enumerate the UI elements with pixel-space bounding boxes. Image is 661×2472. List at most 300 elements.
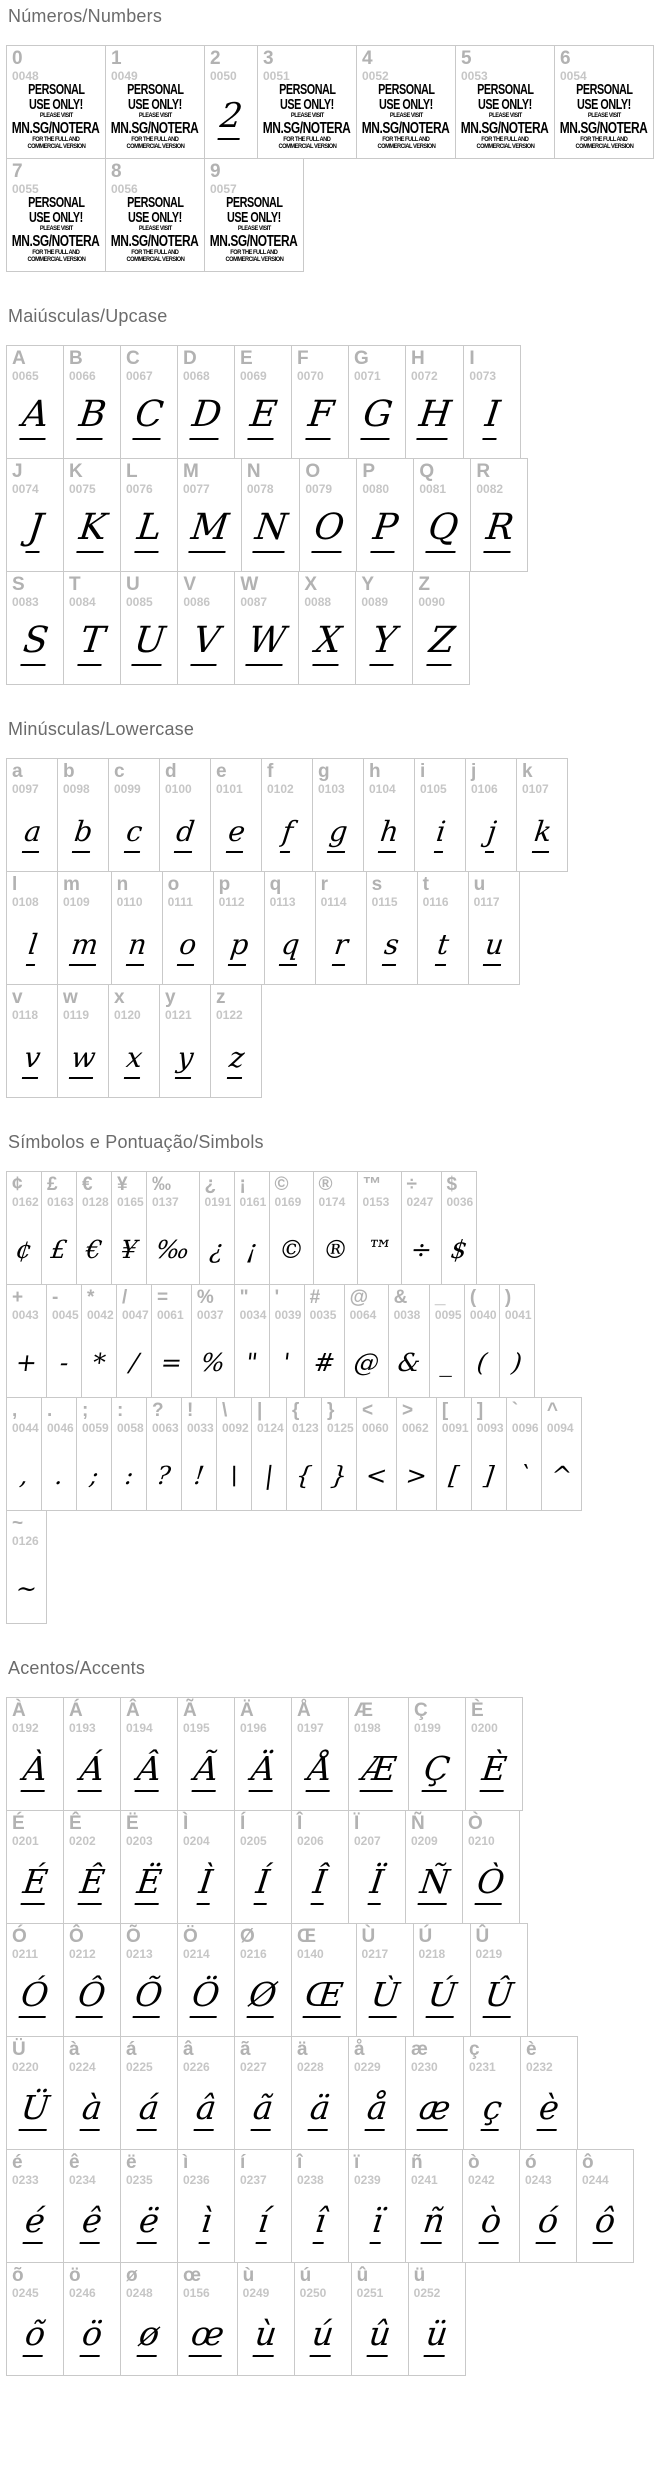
character-code: 0034 [239,1307,267,1322]
character-label: ‰ [152,1174,171,1195]
character-code: 0191 [204,1194,232,1209]
personal-use-notice [259,79,354,154]
cell-labels [389,1285,429,1322]
character-code: 0252 [413,2285,441,2300]
font-character-map [6,6,661,2376]
glyph-preview: e [226,818,247,853]
glyph-preview: À [21,1752,50,1792]
glyph-preview: ö [80,2317,105,2357]
personal-use-line: USE ONLY! [280,94,334,113]
character-label: Ó [12,1926,27,1947]
character-code: 0050 [210,68,237,83]
glyph-cell-0196 [234,1697,292,1811]
character-code: 0075 [69,481,96,496]
glyph-cell-0246 [63,2262,121,2376]
character-label: Ã [183,1700,197,1721]
character-code: 0231 [469,2059,496,2074]
character-label: Õ [126,1926,141,1947]
glyph-cell-0230 [405,2036,464,2150]
glyph-preview: O [311,510,346,553]
cell-labels [270,1285,304,1322]
section-accents [6,1658,661,2376]
personal-use-line: MN.SG/NOTERA [560,118,648,137]
glyph-cell-0061 [151,1284,192,1398]
glyph-area [178,1961,234,2036]
character-label: P [362,461,376,482]
glyph-preview: ] [482,1461,496,1490]
character-code: 0104 [369,781,396,796]
character-label: È [471,1700,484,1721]
glyph-preview: l [25,931,38,966]
glyph-preview: > [404,1461,429,1490]
character-code: 0059 [82,1420,109,1435]
character-code: 0232 [526,2059,553,2074]
glyph-area [270,1209,313,1284]
cell-labels [7,759,57,796]
cell-labels [469,872,519,909]
personal-use-line: COMMERCIAL VERSION [476,143,534,150]
character-code: 0033 [187,1420,214,1435]
glyph-preview: D [189,397,223,440]
cell-labels [109,759,159,796]
character-code: 0161 [239,1194,267,1209]
character-code: 0199 [414,1720,441,1735]
character-label: U [126,574,140,595]
glyph-area [147,1435,181,1510]
character-label: C [126,348,140,369]
character-code: 0230 [411,2059,438,2074]
character-label: ù [242,2265,255,2286]
cell-labels [235,1698,291,1735]
glyph-cell-0045 [46,1284,82,1398]
character-code: 0111 [167,894,193,909]
character-label: à [69,2039,80,2060]
glyph-area [406,383,463,458]
glyph-cell-0117 [468,871,520,985]
character-label: } [327,1400,335,1421]
glyph-preview: à [80,2091,105,2131]
glyph-cell-0213 [120,1923,178,2037]
cell-labels [64,459,120,496]
character-code: 0116 [422,894,449,909]
glyph-area [442,1209,476,1284]
glyph-cell-0212 [63,1923,121,2037]
glyph-preview: ™ [364,1235,394,1264]
glyph-cell-0039 [269,1284,305,1398]
cell-labels [305,1285,344,1322]
character-label: $ [446,1174,458,1195]
cell-labels [7,872,57,909]
glyph-area [299,609,355,684]
cell-labels [64,2263,120,2300]
glyph-area [415,796,465,871]
glyph-preview: Ü [19,2091,52,2131]
character-label: [ [441,1400,449,1421]
character-label: s [371,874,383,895]
character-label: & [393,1287,408,1308]
glyph-area [121,1961,177,2036]
character-code: 0245 [12,2285,39,2300]
glyph-row [6,1697,661,1811]
character-code: 0035 [309,1307,337,1322]
glyph-area [178,1848,234,1923]
glyph-row [6,158,661,272]
glyph-preview: s [382,931,401,966]
character-code: 0063 [152,1420,179,1435]
cell-labels [58,872,111,909]
glyph-preview: Å [306,1752,335,1792]
glyph-area [464,383,520,458]
glyph-cell-0068 [177,345,235,459]
cell-labels [357,459,413,496]
glyph-cell-0076 [120,458,178,572]
glyph-area [214,909,264,984]
character-code: 0239 [354,2172,381,2187]
glyph-preview: è [537,2091,561,2131]
glyph-preview: Â [135,1752,164,1792]
character-label: ò [468,2152,480,2173]
glyph-area [211,1022,261,1097]
cell-labels [406,346,463,383]
glyph-preview: C [133,397,166,440]
glyph-preview: A [19,397,50,440]
glyph-area [7,1848,63,1923]
character-code: 0246 [69,2285,96,2300]
personal-use-line: PLEASE VISIT [138,225,172,232]
glyph-cell-0082 [470,458,528,572]
character-label: o [167,874,180,895]
character-label: g [318,761,330,782]
personal-use-line: PLEASE VISIT [39,225,73,232]
glyph-cell-0237 [234,2149,292,2263]
cell-labels [64,346,120,383]
character-code: 0203 [126,1833,153,1848]
glyph-cell-0140 [291,1923,357,2037]
character-label: 3 [263,48,274,69]
cell-labels [7,459,63,496]
cell-labels [200,1172,234,1209]
glyph-cell-0054 [554,45,654,159]
character-label: Ø [240,1926,255,1947]
glyph-cell-0252 [408,2262,466,2376]
character-label: 5 [461,48,472,69]
cell-labels [152,1285,191,1322]
character-code: 0062 [401,1420,429,1435]
cell-labels [471,1924,527,1961]
character-label: © [274,1174,289,1195]
glyph-area [287,1435,321,1510]
cell-labels [121,1924,177,1961]
glyph-area [316,909,366,984]
cell-labels [357,1398,396,1435]
character-label: ® [318,1174,333,1195]
personal-use-line: FOR THE FULL AND [283,136,331,143]
glyph-preview: & [395,1348,422,1377]
glyph-preview: * [90,1348,107,1377]
glyph-area [357,79,455,172]
section-title-symbols: Símbolos e Pontuação/Simbols [8,1132,264,1152]
cell-labels [507,1398,541,1435]
personal-use-notice [358,79,453,154]
glyph-preview: g [327,818,349,853]
character-code: 0079 [305,481,333,496]
glyph-preview: ) [510,1348,524,1377]
cell-labels [7,1811,63,1848]
cell-labels [349,2150,405,2187]
character-code: 0099 [114,781,141,796]
personal-use-line: MN.SG/NOTERA [12,118,100,137]
character-label: : [117,1400,124,1421]
glyph-preview: | [263,1461,275,1490]
glyph-row [6,1923,661,2037]
character-label: N [246,461,261,482]
glyph-area [235,1735,291,1810]
glyph-area [64,496,120,571]
character-code: 0039 [274,1307,302,1322]
glyph-preview: ' [281,1348,292,1377]
character-label: 6 [560,48,571,69]
glyph-cell-0063 [146,1397,182,1511]
character-code: 0077 [183,481,210,496]
character-code: 0055 [12,181,39,196]
glyph-cell-0162 [6,1171,42,1285]
cell-labels [521,2037,577,2074]
personal-use-line: FOR THE FULL AND [32,136,80,143]
glyph-preview: ä [308,2091,333,2131]
glyph-preview: $ [448,1235,469,1264]
character-label: z [216,987,226,1008]
personal-use-line: PERSONAL [377,79,435,98]
glyph-cell-0088 [298,571,356,685]
character-label: ã [240,2039,251,2060]
character-label: À [12,1700,26,1721]
cell-labels [7,2263,63,2300]
glyph-preview: ù [253,2317,279,2357]
glyph-cell-0207 [348,1810,406,1924]
cell-labels [235,346,291,383]
glyph-preview: : [123,1461,135,1490]
character-code: 0113 [269,894,296,909]
character-code: 0087 [240,594,268,609]
glyph-preview: å [365,2091,390,2131]
glyph-area [7,192,105,285]
glyph-cell-0220 [6,2036,64,2150]
glyph-area [466,796,516,871]
cell-labels [7,46,105,83]
glyph-cell-0033 [181,1397,217,1511]
cell-labels [64,1698,120,1735]
glyph-cell-0239 [348,2149,406,2263]
glyph-preview: f [280,818,295,853]
glyph-preview: / [127,1348,140,1377]
character-code: 0206 [297,1833,324,1848]
glyph-area [117,1322,151,1397]
glyph-area [292,2187,348,2262]
cell-labels [349,1698,408,1735]
cell-labels [577,2150,633,2187]
glyph-area [182,1435,216,1510]
glyph-preview: ú [310,2317,336,2357]
character-label: M [183,461,199,482]
cell-labels [235,1285,269,1322]
glyph-preview: Õ [133,1978,165,2018]
glyph-area [349,1848,405,1923]
cell-labels [121,459,177,496]
glyph-cell-0104 [363,758,415,872]
cell-labels [178,2037,234,2074]
glyph-cell-0114 [315,871,367,985]
glyph-preview: ; [88,1461,100,1490]
glyph-preview: é [23,2204,47,2244]
personal-use-line: USE ONLY! [577,94,631,113]
character-label: ~ [12,1513,24,1534]
glyph-area [577,2187,633,2262]
personal-use-line: USE ONLY! [227,207,281,226]
cell-labels [235,2037,291,2074]
character-code: 0233 [12,2172,39,2187]
glyph-area [178,383,234,458]
character-label: F [297,348,309,369]
glyph-area [121,609,177,684]
glyph-area [463,1848,519,1923]
cell-labels [205,46,257,83]
glyph-cell-0066 [63,345,121,459]
glyph-area [252,1435,286,1510]
glyph-cell-0070 [291,345,349,459]
glyph-cell-0040 [464,1284,500,1398]
glyph-area [64,383,120,458]
glyph-area [292,1961,356,2036]
glyph-row [6,871,661,985]
glyph-area [64,1735,120,1810]
glyph-preview: Ä [249,1752,278,1792]
cell-labels [349,1811,405,1848]
character-code: 0218 [418,1946,446,1961]
character-code: 0048 [12,68,39,83]
character-code: 0070 [297,368,324,383]
glyph-area [322,1435,356,1510]
cell-labels [64,2037,120,2074]
character-label: å [354,2039,365,2060]
glyph-area [7,1548,46,1623]
glyph-cell-0049 [105,45,205,159]
cell-labels [464,346,520,383]
cell-labels [7,572,63,609]
personal-use-line: MN.SG/NOTERA [111,231,199,250]
cell-labels [7,1172,41,1209]
glyph-preview: v [22,1044,42,1079]
character-label: 7 [12,161,23,182]
character-label: ü [413,2265,426,2286]
glyph-cell-0060 [356,1397,397,1511]
glyph-cell-0229 [348,2036,406,2150]
glyph-preview: Ì [197,1865,215,1905]
glyph-preview: î [312,2204,327,2244]
glyph-cell-0102 [261,758,313,872]
glyph-preview: Û [482,1978,515,2018]
glyph-area [313,796,363,871]
character-code: 0162 [12,1194,39,1209]
personal-use-line: COMMERCIAL VERSION [27,143,85,150]
personal-use-line: COMMERCIAL VERSION [126,143,184,150]
glyph-cell-0125 [321,1397,357,1511]
cell-labels [292,1924,356,1961]
glyph-cell-0161 [234,1171,270,1285]
glyph-cell-0244 [576,2149,634,2263]
personal-use-line: FOR THE FULL AND [131,249,179,256]
character-label: Â [126,1700,140,1721]
character-code: 0067 [126,368,153,383]
glyph-cell-0118 [6,984,58,1098]
glyph-area [160,796,210,871]
glyph-cell-0095 [429,1284,465,1398]
cell-labels [109,985,159,1022]
cell-labels [265,872,315,909]
character-code: 0041 [504,1307,532,1322]
character-label: Ô [69,1926,84,1947]
glyph-area [364,796,414,871]
glyph-area [414,1961,470,2036]
character-code: 0251 [356,2285,384,2300]
glyph-cell-0096 [506,1397,542,1511]
glyph-preview: U [131,623,167,666]
character-code: 0057 [210,181,237,196]
cell-labels [217,1398,251,1435]
glyph-area [292,383,348,458]
glyph-preview: [ [447,1461,461,1490]
cell-labels [121,572,177,609]
character-code: 0117 [473,894,500,909]
glyph-area [58,796,108,871]
glyph-preview: Ø [247,1978,279,2018]
glyph-cell-0058 [111,1397,147,1511]
character-label: j [471,761,477,782]
glyph-preview: Î [311,1865,329,1905]
character-label: . [47,1400,53,1421]
glyph-cell-0062 [396,1397,437,1511]
character-code: 0047 [121,1307,149,1322]
character-label: , [12,1400,18,1421]
glyph-preview: ê [80,2204,104,2244]
cell-labels [163,872,213,909]
cell-labels [106,159,204,196]
cell-labels [520,2150,576,2187]
glyph-preview: ¡ [244,1235,259,1264]
glyph-cell-0038 [388,1284,430,1398]
character-label: n [116,874,129,895]
personal-use-line: COMMERCIAL VERSION [278,143,336,150]
glyph-cell-0105 [414,758,466,872]
glyph-area [352,2300,408,2375]
glyph-preview: ô [593,2204,618,2244]
glyph-cell-0080 [356,458,414,572]
character-label: 8 [111,161,122,182]
glyph-cell-0218 [413,1923,471,2037]
glyph-cell-0077 [177,458,242,572]
cell-labels [397,1398,436,1435]
glyph-area [77,1209,111,1284]
character-label: { [292,1400,300,1421]
personal-use-notice [457,79,552,154]
character-code: 0107 [522,781,549,796]
glyph-cell-0165 [111,1171,147,1285]
cell-labels [406,1811,462,1848]
glyph-cell-0163 [41,1171,77,1285]
personal-use-line: COMMERCIAL VERSION [575,143,633,150]
glyph-cell-0153 [357,1171,402,1285]
glyph-preview: ñ [421,2204,447,2244]
character-code: 0235 [126,2172,153,2187]
